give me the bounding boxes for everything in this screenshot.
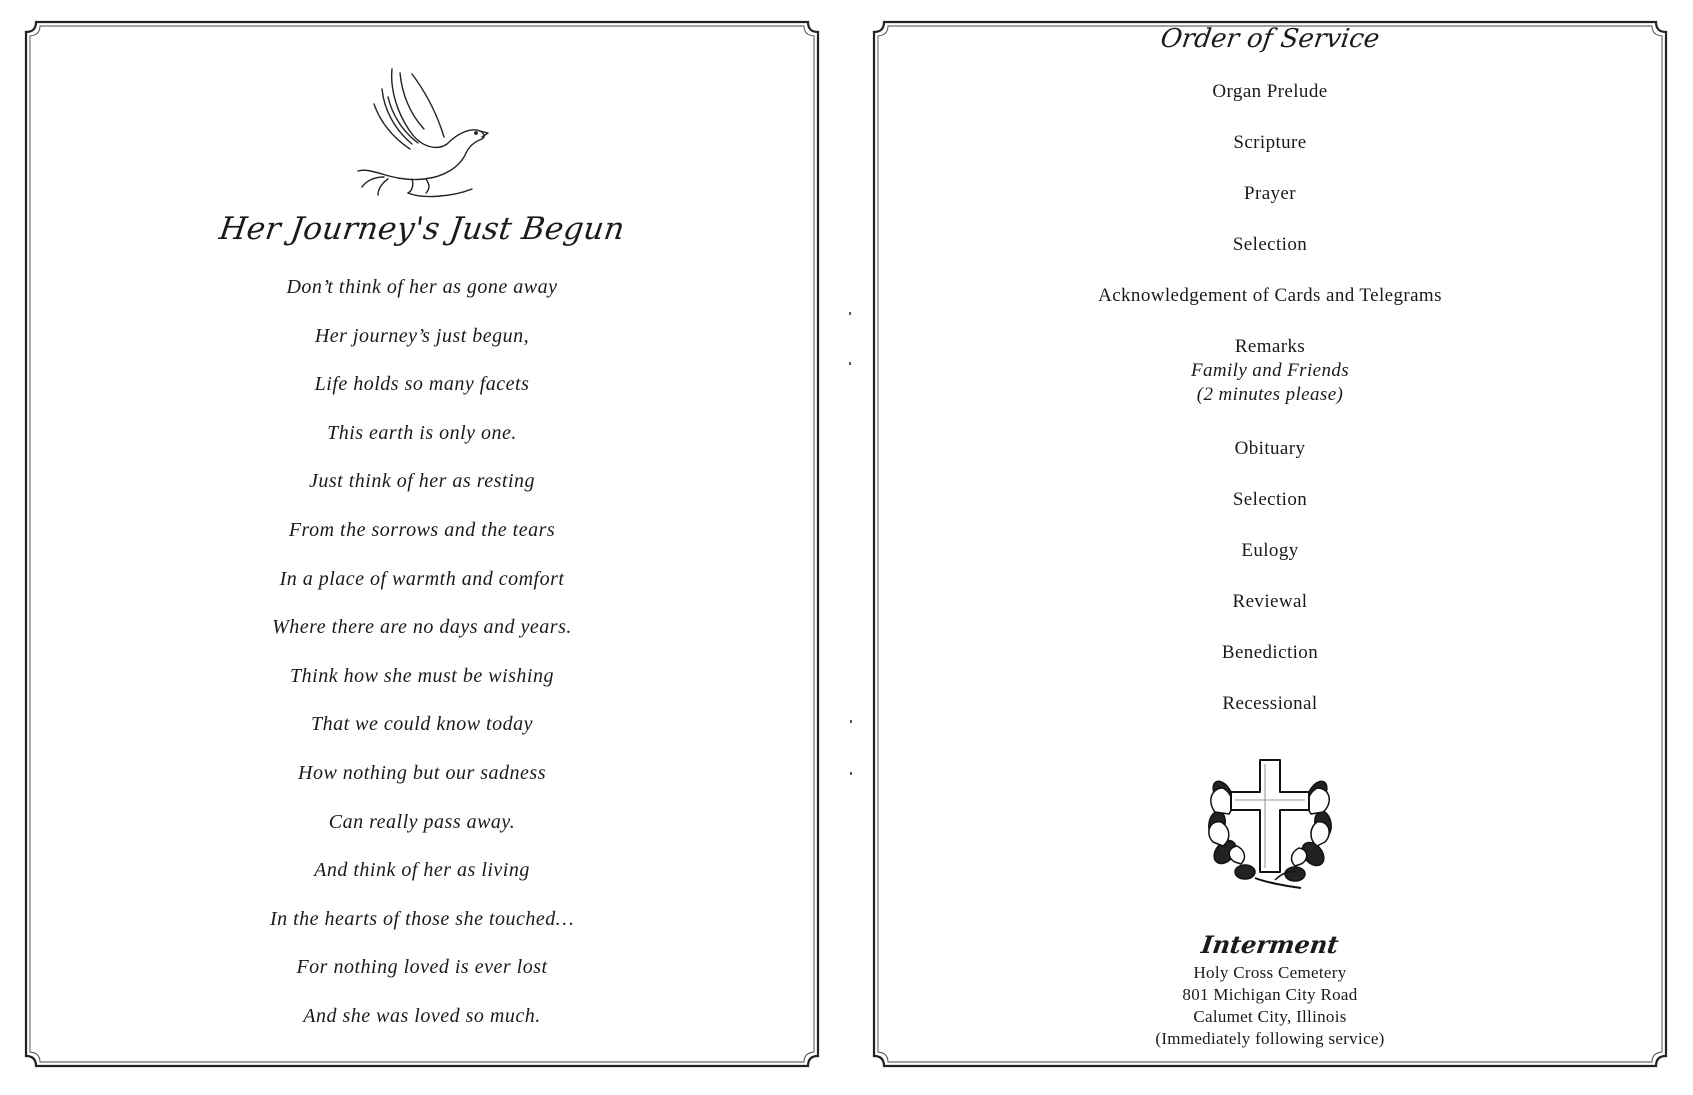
poem-line: For nothing loved is ever lost: [296, 956, 548, 979]
poem-line: Think how she must be wishing: [290, 664, 554, 687]
speck: [849, 362, 851, 365]
service-item: Eulogy: [1241, 540, 1299, 561]
cemetery-name: Holy Cross Cemetery: [1193, 963, 1347, 982]
poem-page: [22, 14, 822, 1074]
poem-line: And she was loved so much.: [303, 1004, 541, 1027]
poem-line: In the hearts of those she touched…: [269, 907, 575, 930]
poem-line: Can really pass away.: [328, 810, 516, 833]
cross-with-lilies-icon: [1205, 754, 1335, 894]
service-item: Organ Prelude: [1212, 81, 1328, 102]
remarks-note: (2 minutes please): [1196, 384, 1344, 405]
service-title: Order of Service: [1158, 24, 1382, 54]
order-of-service-page: [870, 14, 1670, 1074]
service-item: Selection: [1232, 234, 1308, 255]
poem-line: Where there are no days and years.: [272, 616, 572, 639]
service-item-remarks: [870, 335, 1670, 437]
poem-line: From the sorrows and the tears: [288, 518, 556, 541]
poem-line: That we could know today: [311, 713, 533, 736]
service-item: Reviewal: [1232, 591, 1308, 612]
cemetery-address: 801 Michigan City Road: [1182, 985, 1358, 1004]
cemetery-city: Calumet City, Illinois: [1193, 1007, 1347, 1026]
speck: [849, 312, 851, 315]
poem-line: Her journey’s just begun,: [314, 324, 530, 347]
poem-line: And think of her as living: [314, 859, 530, 882]
poem-line: This earth is only one.: [327, 421, 517, 444]
interment-note: (Immediately following service): [1155, 1029, 1385, 1048]
service-item: Prayer: [1244, 183, 1296, 204]
poem-line: How nothing but our sadness: [298, 761, 546, 784]
service-item: Obituary: [1234, 438, 1306, 459]
poem-line: Life holds so many facets: [314, 373, 530, 396]
dove-icon: [352, 59, 502, 209]
speck: [850, 720, 852, 723]
interment-title: Interment: [1199, 930, 1341, 959]
service-item: Scripture: [1233, 132, 1307, 153]
remarks-subtitle: Family and Friends: [1190, 360, 1350, 381]
poem-title: Her Journey's Just Begun: [217, 211, 627, 247]
interment-details: [870, 962, 1670, 1050]
service-items: [870, 80, 1670, 743]
service-item-label: Remarks: [1234, 336, 1306, 357]
service-item: Acknowledgement of Cards and Telegrams: [1098, 285, 1442, 306]
poem-lines: [22, 272, 822, 1050]
poem-line: Don’t think of her as gone away: [286, 276, 558, 298]
service-item: Selection: [1232, 489, 1308, 510]
speck: [850, 772, 852, 775]
service-item: Recessional: [1222, 693, 1318, 714]
poem-line: In a place of warmth and comfort: [279, 567, 565, 590]
poem-line: Just think of her as resting: [308, 470, 536, 493]
service-item: Benediction: [1221, 642, 1319, 663]
